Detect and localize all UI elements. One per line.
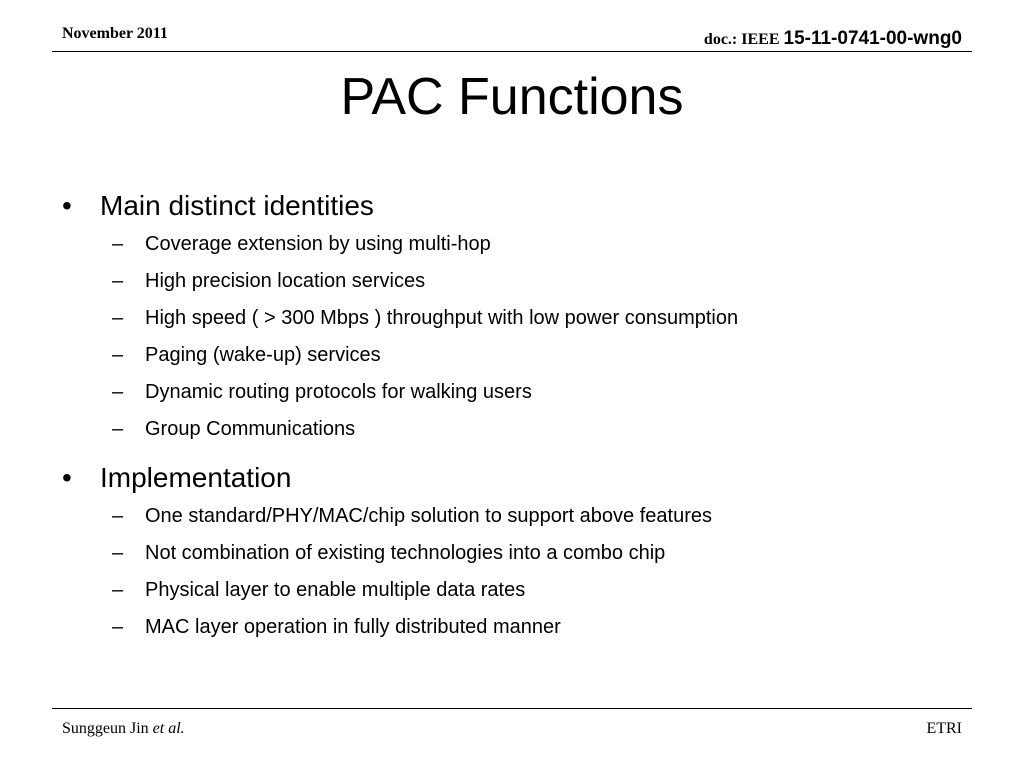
sub-item — [62, 300, 962, 337]
author-name: Sunggeun Jin — [62, 720, 149, 737]
footer-organization: ETRI — [926, 720, 962, 737]
doc-prefix: doc.: IEEE — [703, 31, 780, 48]
doc-number: 15-11-0741-00-wng0 — [783, 28, 962, 49]
sub-item — [62, 498, 962, 535]
header-divider — [52, 51, 972, 52]
sub-item-text: Paging (wake-up) services — [145, 344, 381, 366]
sub-item — [62, 572, 962, 609]
author-suffix: et al. — [152, 720, 185, 737]
sub-item-text: MAC layer operation in fully distributed manner — [145, 616, 561, 638]
sub-item — [62, 609, 962, 646]
dash-icon: – — [112, 418, 124, 440]
header-date: November 2011 — [62, 25, 168, 42]
footer-divider — [52, 708, 972, 709]
sub-item-text: High precision location services — [145, 270, 426, 292]
sub-item — [62, 337, 962, 374]
sub-item-text: Dynamic routing protocols for walking users — [145, 381, 532, 403]
sub-item-text: High speed ( > 300 Mbps ) throughput with low power consumption — [145, 307, 739, 329]
sub-item-text: Coverage extension by using multi-hop — [145, 233, 491, 255]
bullet-text: Implementation — [100, 462, 292, 493]
sub-item — [62, 263, 962, 300]
bullet-item — [62, 186, 962, 226]
sub-item-text: Not combination of existing technologies into a combo chip — [145, 542, 666, 564]
sub-item — [62, 374, 962, 411]
header-doc-id — [704, 27, 962, 52]
sub-item — [62, 411, 962, 448]
sub-item — [62, 226, 962, 263]
bullet-item — [62, 458, 962, 498]
dash-icon: – — [112, 505, 124, 527]
dash-icon: – — [112, 381, 124, 403]
bullet-text: Main distinct identities — [100, 190, 374, 221]
sub-item-text: Group Communications — [145, 418, 356, 440]
dash-icon: – — [112, 233, 124, 255]
sub-item — [62, 535, 962, 572]
bullet-icon: • — [62, 462, 72, 493]
dash-icon: – — [112, 344, 124, 366]
footer-author — [62, 718, 185, 740]
section-implementation — [62, 458, 962, 646]
dash-icon: – — [112, 542, 124, 564]
dash-icon: – — [112, 579, 124, 601]
slide-title: PAC Functions — [340, 68, 684, 126]
dash-icon: – — [112, 270, 124, 292]
section-main-identities — [62, 186, 962, 448]
sub-item-text: Physical layer to enable multiple data rates — [145, 579, 526, 601]
dash-icon: – — [112, 307, 124, 329]
slide-body — [62, 186, 962, 646]
dash-icon: – — [112, 616, 124, 638]
sub-item-text: One standard/PHY/MAC/chip solution to support above features — [145, 505, 712, 527]
bullet-icon: • — [62, 190, 72, 221]
